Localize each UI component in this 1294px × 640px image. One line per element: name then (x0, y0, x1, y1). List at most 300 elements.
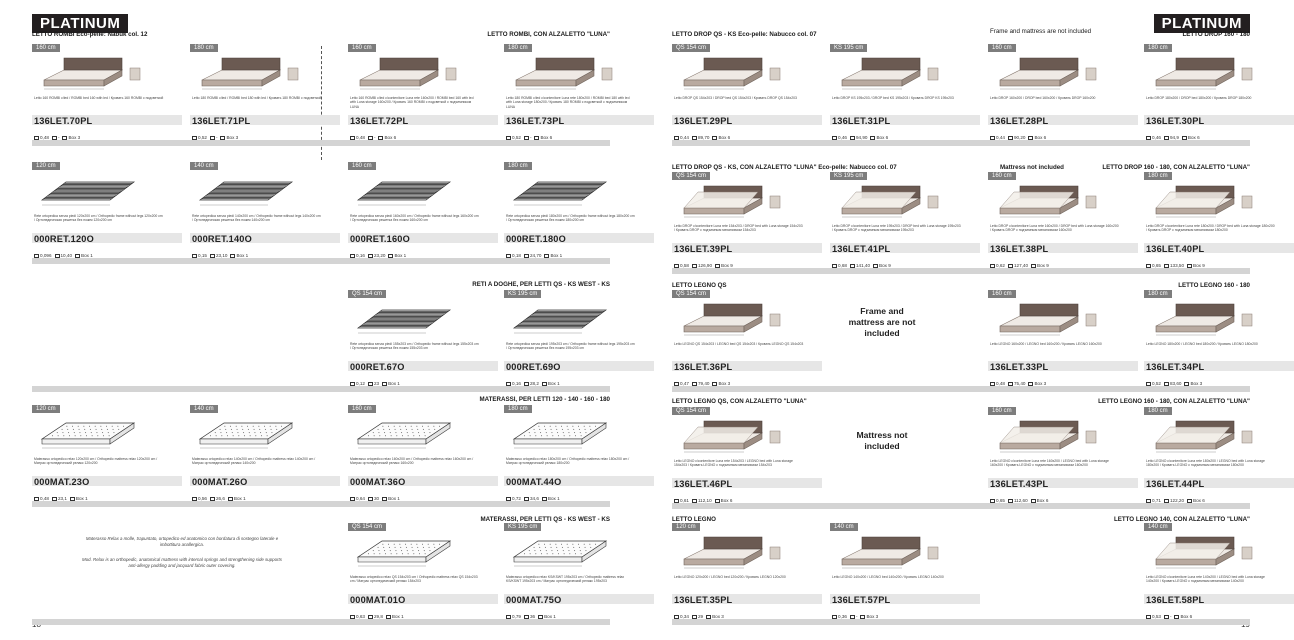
weight-icon (1008, 264, 1013, 268)
product-code: 136LET.41PL (832, 244, 891, 254)
size-tag: 180 cm (504, 44, 532, 52)
product-image (674, 413, 794, 455)
product-image (192, 50, 312, 92)
spec-value: 0,79 (512, 614, 521, 619)
tuft-dot (378, 547, 379, 548)
product-description: Letto LEGNO c/contenitore Luna rete 160x200 / LEGNO bed with Luna storage 160x200 / Кровать LEGNO с подъемным механизмом 160x200 (990, 459, 1109, 468)
weight-icon (524, 615, 529, 619)
volume-icon (1146, 499, 1151, 503)
tuft-dot (439, 426, 440, 427)
package-icon (378, 136, 383, 140)
product-description: Letto LEGNO c/contenitore Luna rete 154x203 / LEGNO bed with Luna storage 154x203 / Кровать LEGNO с подъемным механизмом 154x203 (674, 459, 793, 468)
size-tag: 180 cm (1144, 407, 1172, 415)
tuft-dot (574, 432, 575, 433)
product-card[interactable] (988, 172, 1132, 278)
product-specs (990, 381, 1049, 386)
tuft-dot (374, 435, 375, 436)
bed-frame (1156, 208, 1216, 214)
tuft-dot (80, 435, 81, 436)
tuft-dot (429, 429, 430, 430)
product-code: 000RET.180O (506, 234, 566, 244)
mattress-side (358, 439, 426, 444)
product-description: Letto LEGNO c/contenitore Luna rete 180x200 / LEGNO bed with Luna storage 180x200 / Кровать LEGNO с подъемным механизмом 180x200 (1146, 459, 1265, 468)
product-image (506, 296, 626, 338)
product-code: 136LET.46PL (674, 479, 733, 489)
spec-value: 0,52 (198, 135, 207, 140)
tuft-dot (394, 426, 395, 427)
spec-value: 26,6 (215, 496, 225, 501)
product-code: 136LET.43PL (990, 479, 1049, 489)
tuft-dot (244, 435, 245, 436)
bed-frame (1000, 326, 1060, 332)
product-card[interactable] (32, 405, 176, 511)
product-card[interactable] (1144, 172, 1288, 278)
package-icon (386, 615, 391, 619)
product-card[interactable] (348, 290, 492, 396)
package-icon (544, 254, 549, 258)
product-specs (506, 135, 555, 140)
volume-icon (674, 136, 679, 140)
tuft-dot (424, 550, 425, 551)
product-description: Rete ortopedica senza piedi 180x200 cm / Orthopedic frame without legs 180x200 cm / Ортопедическая решетка без ножек 180x200 cm (506, 214, 635, 223)
product-image (192, 411, 312, 453)
product-card[interactable] (348, 523, 492, 629)
spec-value: 126,90 (697, 263, 713, 268)
tuft-dot (417, 547, 418, 548)
tuft-dot (109, 435, 110, 436)
tuft-dot (96, 432, 97, 433)
spec-value: 0,16 (356, 253, 365, 258)
weight-icon (52, 497, 57, 501)
product-specs (1146, 135, 1203, 140)
volume-icon (506, 615, 511, 619)
spec-value: 36 (529, 614, 536, 619)
volume-icon (34, 254, 39, 258)
tuft-dot (424, 432, 425, 433)
tuft-dot (92, 435, 93, 436)
tuft-dot (568, 429, 569, 430)
tuft-dot (86, 435, 87, 436)
spec-value: Box 6 (1180, 614, 1193, 619)
product-specs (990, 498, 1051, 503)
product-code: 000MAT.75O (506, 595, 562, 605)
product-description: Letto LEGNO 160x200 / LEGNO bed 160x200 / Кровать LEGNO 160x200 (990, 342, 1102, 346)
tuft-dot (585, 429, 586, 430)
spec-value: 0,16 (512, 381, 521, 386)
spec-value: 0,46 (1152, 135, 1161, 140)
product-card[interactable] (190, 162, 334, 268)
tuft-dot (220, 432, 221, 433)
tuft-dot (578, 544, 579, 545)
tuft-dot (550, 544, 551, 545)
product-card[interactable] (32, 44, 176, 150)
product-image (990, 413, 1110, 455)
size-tag: 180 cm (1144, 290, 1172, 298)
tuft-dot (396, 553, 397, 554)
spec-value: 112,60 (1013, 498, 1028, 503)
volume-icon (192, 497, 197, 501)
tuft-dot (83, 426, 84, 427)
tuft-dot (390, 432, 391, 433)
tuft-dot (85, 432, 86, 433)
spec-value: Box 1 (236, 253, 249, 258)
spec-value: 0,52 (1152, 381, 1161, 386)
product-code: 136LET.29PL (674, 116, 733, 126)
tuft-dot (79, 432, 80, 433)
weight-icon (1164, 382, 1169, 386)
tuft-dot (428, 544, 429, 545)
product-card[interactable] (32, 162, 176, 268)
product-description: Materasso ortopedico relax 160x200 cm / Orthopedic mattress relax 160x200 cm / Матрас ортопедический релакс 160x200 (350, 457, 474, 466)
package-icon (70, 497, 75, 501)
tuft-dot (91, 432, 92, 433)
product-image (990, 50, 1110, 92)
product-code: 136LET.33PL (990, 362, 1049, 372)
spec-value: 0,62 (996, 263, 1005, 268)
product-card[interactable] (672, 172, 816, 278)
volume-icon (34, 497, 39, 501)
spec-value: 23 (373, 381, 380, 386)
nightstand (1242, 547, 1252, 559)
product-description: Letto 180 ROMBI c/led / ROMBI bed 180 with led / Кровать 180 ROMBI с подсветкой (192, 96, 322, 100)
tuft-dot (418, 432, 419, 433)
spec-value: 0,63 (356, 614, 365, 619)
tuft-dot (529, 432, 530, 433)
product-code: 000MAT.26O (192, 477, 248, 487)
tuft-dot (556, 429, 557, 430)
package-icon (220, 136, 225, 140)
product-card[interactable] (672, 44, 816, 150)
headboard (704, 304, 762, 316)
volume-icon (350, 615, 355, 619)
tuft-dot (395, 547, 396, 548)
product-specs (674, 263, 736, 268)
tuft-dot (423, 547, 424, 548)
product-description: Letto LEGNO 120x200 / LEGNO bed 120x200 / Кровать LEGNO 120x200 (674, 575, 786, 579)
tuft-dot (569, 553, 570, 554)
tuft-dot (540, 550, 541, 551)
tuft-dot (232, 432, 233, 433)
weight-icon (692, 615, 697, 619)
tuft-dot (247, 426, 248, 427)
size-tag: KS 195 cm (504, 290, 541, 298)
tuft-dot (233, 435, 234, 436)
section-title: LETTO ROMBI, CON ALZALETTO "LUNA" (487, 31, 610, 38)
spec-value: 0,61 (680, 498, 689, 503)
tuft-dot (433, 426, 434, 427)
bed-frame (1156, 80, 1216, 86)
tuft-dot (382, 544, 383, 545)
weight-icon (1008, 499, 1013, 503)
tuft-dot (408, 553, 409, 554)
tuft-dot (595, 426, 596, 427)
product-card[interactable] (830, 523, 974, 629)
bed-frame (516, 80, 576, 86)
tuft-dot (434, 429, 435, 430)
tuft-dot (412, 429, 413, 430)
tuft-dot (406, 547, 407, 548)
nightstand (1086, 68, 1096, 80)
spec-value: 0,12 (356, 381, 365, 386)
weight-icon (55, 254, 60, 258)
spec-value: 133,50 (1169, 263, 1185, 268)
product-code: 136LET.71PL (192, 116, 251, 126)
section-title: LETTO DROP QS - KS Eco-pelle: Nabucco col. 07 (672, 31, 817, 38)
volume-icon (192, 136, 197, 140)
product-description: Letto 160 ROMBI c/led c/contenitore Luna rete 160x200 / ROMBI bed 160 with led with Luna storage 160x200 / Кровать 160 ROMBI с подсветкой с подъемником LUNA (350, 96, 474, 109)
product-specs (506, 253, 565, 258)
size-tag: QS 154 cm (672, 44, 710, 52)
spec-value: 0,48 (40, 496, 49, 501)
product-description: Rete ortopedica senza piedi 155x203 cm / Orthopedic frame without legs 155x203 cm / Ортопедическая решетка без ножек 155x203 cm (350, 342, 479, 351)
volume-icon (350, 382, 355, 386)
weight-icon (850, 136, 855, 140)
package-icon (1028, 382, 1033, 386)
product-card[interactable] (504, 523, 648, 629)
bed-frame (842, 80, 902, 86)
product-card[interactable] (504, 44, 648, 150)
spec-value: 75,40 (1013, 381, 1026, 386)
tuft-dot (225, 429, 226, 430)
spec-value: Box 1 (547, 381, 560, 386)
spec-value: 30 (373, 496, 380, 501)
spec-value: 0,53 (1152, 614, 1161, 619)
section-title: MATERASSI, PER LETTI 120 - 140 - 160 - 180 (479, 396, 610, 403)
tuft-dot (557, 550, 558, 551)
tuft-dot (100, 426, 101, 427)
mattress-side (200, 439, 268, 444)
section-title: LETTO LEGNO 160 - 180, CON ALZALETTO "LUNA" (1098, 398, 1250, 405)
product-specs (350, 135, 399, 140)
size-tag: KS 195 cm (830, 44, 867, 52)
product-description: Materasso ortopedico relax 180x200 cm / Orthopedic mattress relax 180x200 cm / Матрас ортопедический релакс 180x200 (506, 457, 630, 466)
tuft-dot (236, 426, 237, 427)
tuft-dot (248, 429, 249, 430)
nightstand (928, 196, 938, 208)
section-title: RETI A DOGHE, PER LETTI QS - KS WEST - KS (472, 281, 610, 288)
product-card[interactable] (672, 407, 816, 513)
spec-value: 0,71 (1152, 498, 1161, 503)
tuft-dot (422, 544, 423, 545)
product-card[interactable] (988, 44, 1132, 150)
spec-value: - (855, 614, 858, 619)
product-image (34, 411, 154, 453)
product-image (350, 411, 470, 453)
tuft-dot (72, 426, 73, 427)
spec-value: Box 6 (1187, 135, 1200, 140)
product-card[interactable] (348, 162, 492, 268)
spec-value: 23,10 (215, 253, 228, 258)
spec-value: 83,60 (1169, 381, 1182, 386)
headboard (1020, 58, 1078, 70)
volume-icon (506, 254, 511, 258)
package-icon (870, 136, 875, 140)
spec-value: Box 6 (720, 498, 733, 503)
product-card[interactable] (988, 290, 1132, 396)
bed-frame (684, 208, 744, 214)
size-tag: 160 cm (988, 44, 1016, 52)
product-code: 136LET.38PL (990, 244, 1049, 254)
section-title: MATERASSI, PER LETTI QS - KS WEST - KS (480, 516, 610, 523)
tuft-dot (113, 432, 114, 433)
tuft-dot (590, 429, 591, 430)
product-image (34, 50, 154, 92)
tuft-dot (412, 432, 413, 433)
product-description: Letto LEGNO 140x200 / LEGNO bed 140x200 / Кровать LEGNO 140x200 (832, 575, 944, 579)
spec-value: 0,36 (838, 614, 847, 619)
spec-value: Box 6 (718, 135, 731, 140)
product-image (1146, 296, 1266, 338)
tuft-dot (383, 547, 384, 548)
tuft-dot (384, 550, 385, 551)
tuft-dot (564, 435, 565, 436)
tuft-dot (373, 550, 374, 551)
product-description: Letto 180 ROMBI c/led c/contenitore Luna rete 180x200 / ROMBI bed 180 with led with Luna storage 180x200 / Кровать 180 ROMBI с подсветкой с подъемником LUNA (506, 96, 630, 109)
product-specs (674, 381, 733, 386)
brand-label: PLATINUM (1154, 14, 1250, 33)
tuft-dot (391, 553, 392, 554)
spec-value: 0,65 (1152, 263, 1161, 268)
headboard (704, 58, 762, 70)
product-card[interactable] (1144, 523, 1288, 629)
tuft-dot (546, 550, 547, 551)
product-card[interactable] (504, 162, 648, 268)
tuft-dot (276, 429, 277, 430)
spec-value: 0,72 (512, 496, 521, 501)
product-card[interactable] (1144, 290, 1288, 396)
spec-value: 0,64 (356, 496, 365, 501)
spec-value: Box 1 (233, 496, 246, 501)
spec-value: - (215, 135, 218, 140)
product-card[interactable] (504, 405, 648, 511)
size-tag: 140 cm (190, 405, 218, 413)
spec-value: 0,44 (996, 135, 1005, 140)
product-code: 136LET.34PL (1146, 362, 1205, 372)
product-description: Letto LEGNO QS 154x203 / LEGNO bed QS 154x203 / Кровать LEGNO QS 154x203 (674, 342, 804, 346)
product-card[interactable] (988, 407, 1132, 513)
size-tag: QS 154 cm (672, 407, 710, 415)
spec-value: 0,52 (512, 135, 521, 140)
product-card[interactable] (672, 290, 816, 396)
spec-value: - (373, 135, 376, 140)
tuft-dot (573, 429, 574, 430)
product-card[interactable] (190, 44, 334, 150)
tuft-dot (541, 435, 542, 436)
tuft-dot (267, 435, 268, 436)
tuft-dot (412, 547, 413, 548)
volume-icon (506, 382, 511, 386)
product-description: Rete ortopedica senza piedi 160x200 cm / Orthopedic frame without legs 160x200 cm / Ортопедическая решетка без ножек 160x200 cm (350, 214, 479, 223)
product-card[interactable] (348, 44, 492, 150)
bed-frame (1000, 443, 1060, 449)
tuft-dot (413, 553, 414, 554)
tuft-dot (58, 435, 59, 436)
tuft-dot (238, 435, 239, 436)
product-code: 136LET.70PL (34, 116, 93, 126)
product-card[interactable] (504, 290, 648, 396)
tuft-dot (555, 544, 556, 545)
product-card[interactable] (1144, 44, 1288, 150)
tuft-dot (573, 547, 574, 548)
product-image (1146, 50, 1266, 92)
tuft-dot (231, 429, 232, 430)
volume-icon (674, 382, 679, 386)
package-icon (542, 497, 547, 501)
mattress-note: Mattress not included (856, 430, 908, 451)
tuft-dot (399, 426, 400, 427)
tuft-dot (581, 435, 582, 436)
product-code: 136LET.72PL (350, 116, 409, 126)
tuft-dot (400, 429, 401, 430)
headboard (536, 58, 594, 70)
weight-icon (850, 264, 855, 268)
tuft-dot (572, 426, 573, 427)
product-card[interactable] (348, 405, 492, 511)
weight-icon (692, 264, 697, 268)
tuft-dot (590, 547, 591, 548)
tuft-dot (568, 547, 569, 548)
tuft-dot (226, 432, 227, 433)
tuft-dot (378, 429, 379, 430)
tuft-dot (254, 429, 255, 430)
product-image (990, 178, 1110, 220)
product-description: Letto DROP c/contenitore Luna rete 180x200 / DROP bed with Luna storage 180x200 / Кровать DROP с подъемным механизмом 180x200 (1146, 224, 1275, 233)
package-icon (715, 264, 720, 268)
tuft-dot (524, 553, 525, 554)
tuft-dot (551, 550, 552, 551)
volume-icon (506, 136, 511, 140)
spec-value: 0,58 (680, 263, 689, 268)
spec-value: 0,15 (198, 253, 207, 258)
product-card[interactable] (190, 405, 334, 511)
product-description: Rete ortopedica senza piedi 120x200 cm / Orthopedic frame without legs 120x200 cm / Ортопедическая решетка без ножек 120x200 cm (34, 214, 163, 223)
product-card[interactable] (830, 44, 974, 150)
tuft-dot (425, 553, 426, 554)
nightstand (770, 68, 780, 80)
product-code: 000RET.69O (506, 362, 561, 372)
tuft-dot (584, 544, 585, 545)
tuft-dot (395, 429, 396, 430)
spec-value: Box 6 (384, 135, 397, 140)
spec-value: Box 3 (1034, 381, 1047, 386)
spec-value: Box 6 (540, 135, 553, 140)
tuft-dot (408, 435, 409, 436)
product-card[interactable] (1144, 407, 1288, 513)
spec-value: 0,48 (40, 135, 49, 140)
tuft-dot (74, 432, 75, 433)
tuft-dot (258, 426, 259, 427)
product-card[interactable] (830, 172, 974, 278)
spec-value: 29 (697, 614, 704, 619)
tuft-dot (541, 553, 542, 554)
size-tag: 160 cm (988, 407, 1016, 415)
tuft-dot (103, 435, 104, 436)
headboard (862, 537, 920, 549)
product-description: Materasso ortopedico relax QS 154x203 cm / Orthopedic mattress relax QS 154x203 cm / Матрас ортопедический релакс 154x203 (350, 575, 478, 584)
weight-icon (210, 254, 215, 258)
tuft-dot (402, 553, 403, 554)
spec-value: Box 1 (391, 614, 404, 619)
tuft-dot (581, 553, 582, 554)
product-card[interactable] (672, 523, 816, 629)
mattress-note-en: Mod. Relax is an orthopedic, anatomical mattress with internal springs and strengthening side supports anti-allergy padding and jacquard fabric outer covering. (82, 557, 282, 568)
nightstand (770, 314, 780, 326)
nightstand (602, 68, 612, 80)
tuft-dot (373, 432, 374, 433)
tuft-dot (539, 547, 540, 548)
package-icon (538, 615, 543, 619)
size-tag: QS 154 cm (348, 290, 386, 298)
